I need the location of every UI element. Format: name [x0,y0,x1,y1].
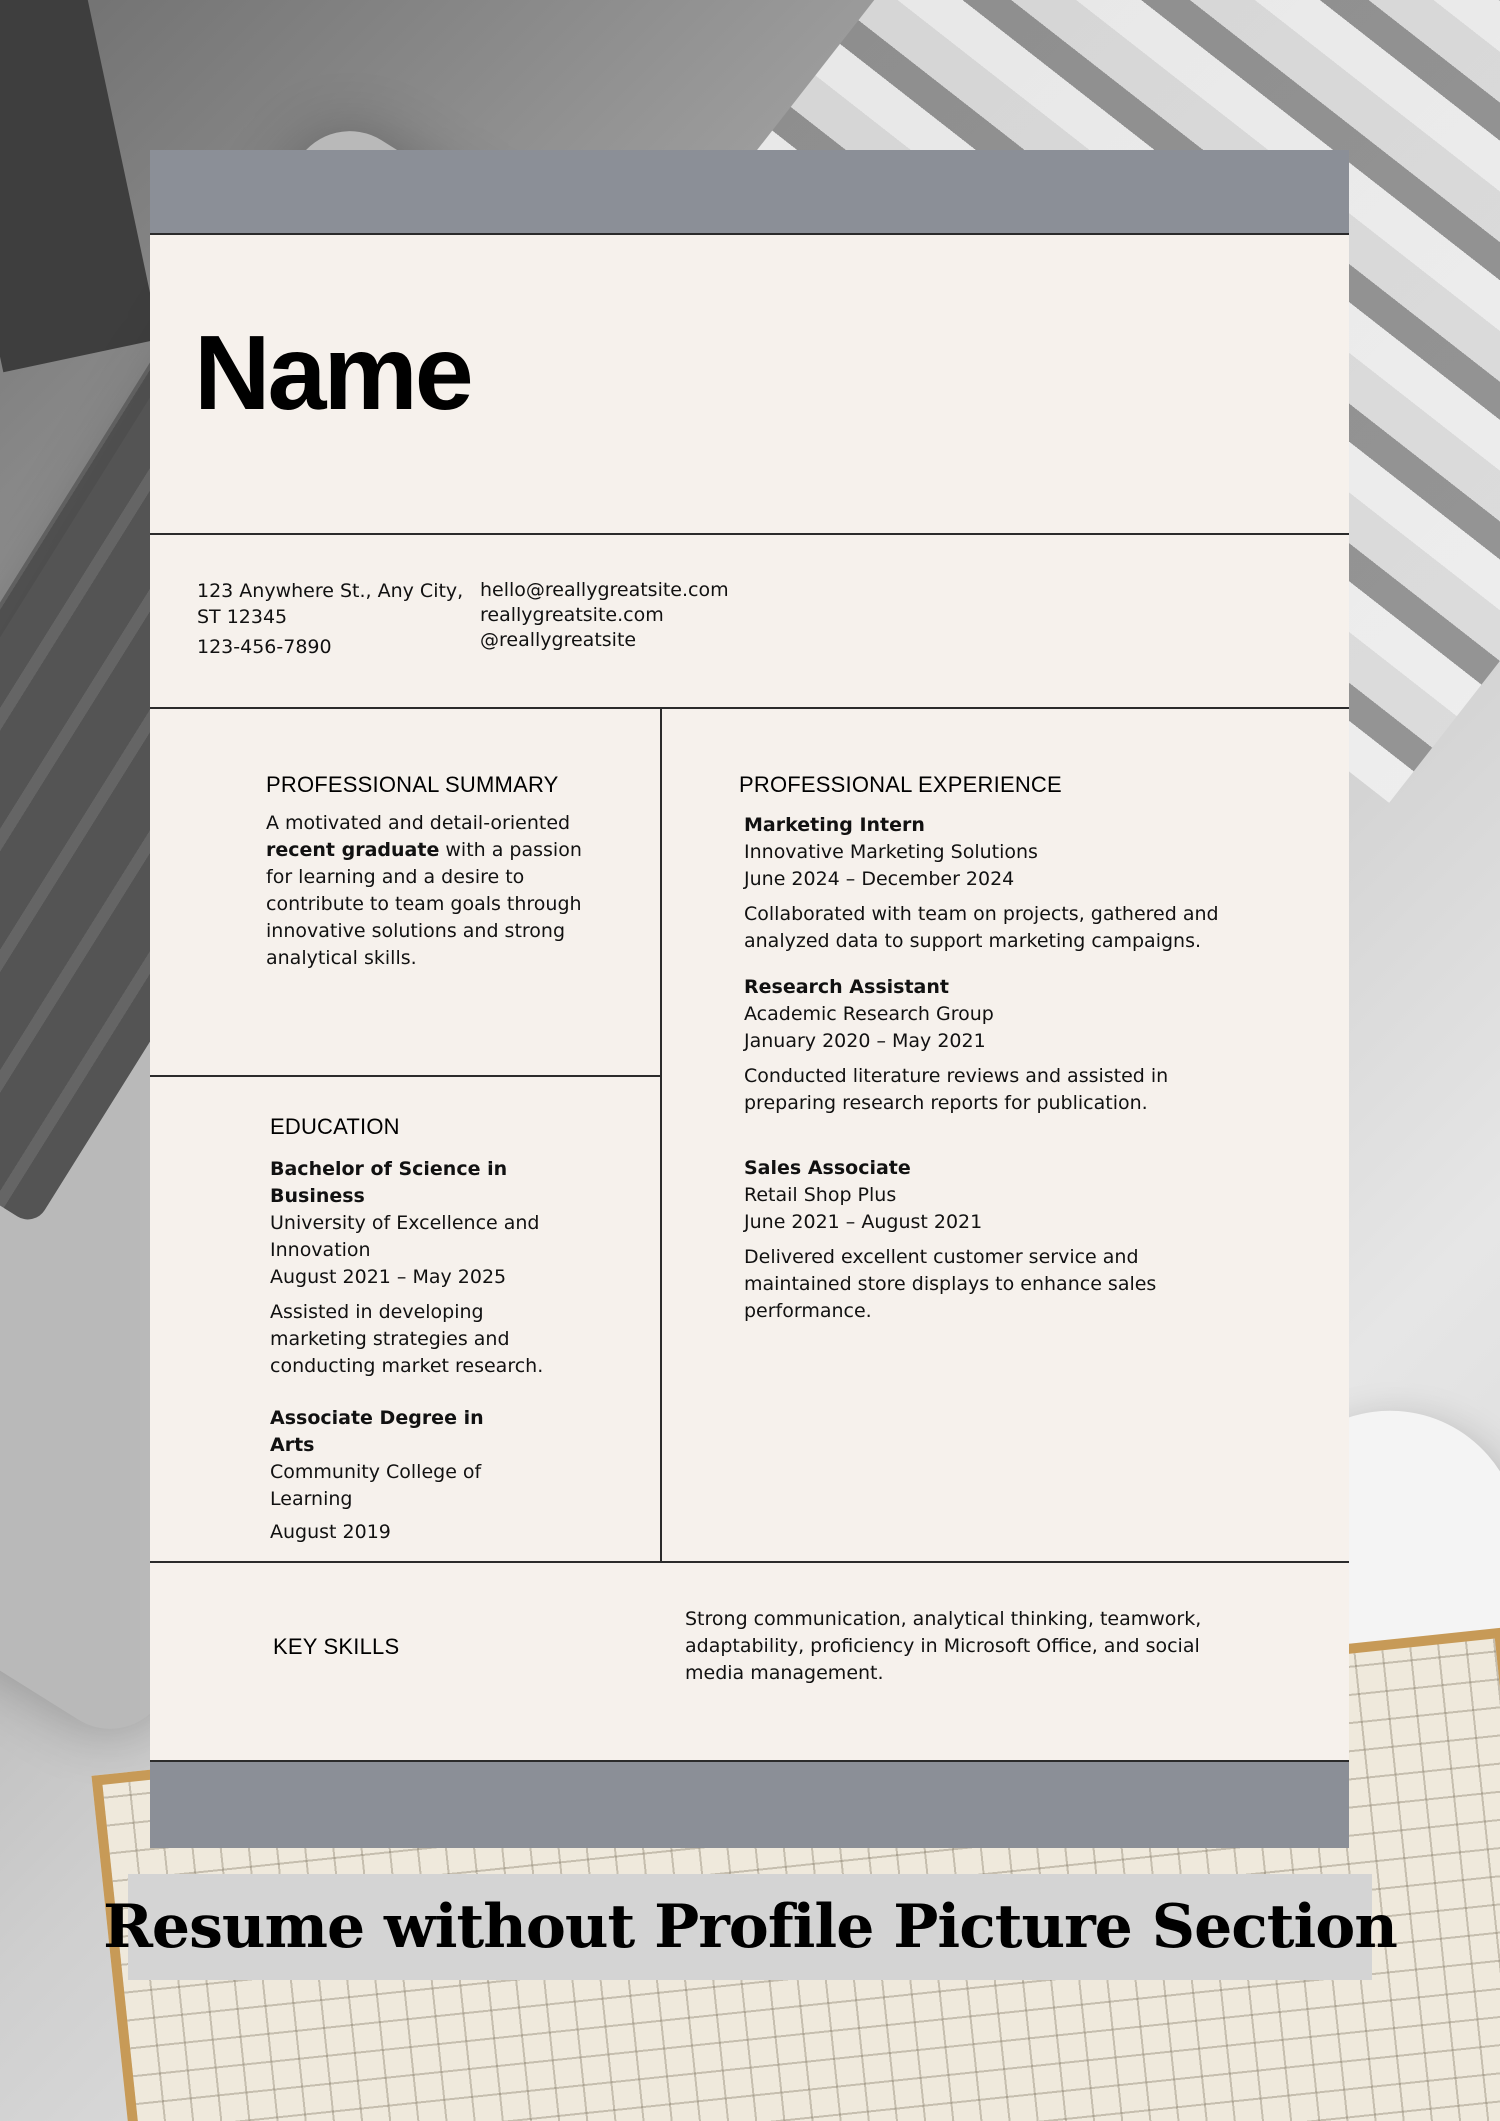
education-description: Assisted in developing marketing strategies and conducting market research. [270,1301,544,1377]
job-dates: June 2024 – December 2024 [744,868,1015,890]
education-degree: Associate Degree in Arts [270,1407,484,1456]
experience-item [744,1155,1244,1325]
contact-online-block [480,578,729,653]
top-band [150,150,1349,235]
experience-item [744,812,1244,955]
caption-text: Resume without Profile Picture Section [103,1892,1397,1962]
address-line2: ST 12345 [197,606,288,628]
bottom-band [150,1760,1349,1848]
divider-name [150,533,1349,535]
summary-heading: PROFESSIONAL SUMMARY [266,772,559,797]
email[interactable]: hello@reallygreatsite.com [480,579,729,601]
education-dates: August 2021 – May 2025 [270,1266,507,1288]
skills-heading: KEY SKILLS [273,1634,400,1659]
resume-sheet [150,150,1349,1846]
summary-text: A motivated and detail-oriented recent graduate with a passion for learning and a desire to contribute to team goals through innovative solutions and strong analytical skills. [266,812,582,969]
social-handle[interactable]: @reallygreatsite [480,629,637,651]
job-dates: January 2020 – May 2021 [744,1030,986,1052]
divider-summary [150,1075,661,1077]
phone: 123-456-7890 [197,636,332,658]
address-line1: 123 Anywhere St., Any City, [197,580,464,602]
column-divider [660,707,662,1562]
job-title: Research Assistant [744,976,949,998]
job-description: Collaborated with team on projects, gathered and analyzed data to support marketing campaigns. [744,903,1219,952]
website[interactable]: reallygreatsite.com [480,604,664,626]
job-company: Retail Shop Plus [744,1184,897,1206]
education-item [270,1156,580,1380]
job-title: Sales Associate [744,1157,911,1179]
job-company: Innovative Marketing Solutions [744,841,1038,863]
education-dates: August 2019 [270,1521,391,1543]
experience-item [744,974,1244,1117]
divider-contact [150,707,1349,709]
job-dates: June 2021 – August 2021 [744,1211,983,1233]
job-company: Academic Research Group [744,1003,994,1025]
divider-skills [150,1561,1349,1563]
job-description: Conducted literature reviews and assisted in preparing research reports for publication. [744,1065,1169,1114]
resume-name: Name [194,314,471,432]
education-school: University of Excellence and Innovation [270,1212,540,1261]
job-description: Delivered excellent customer service and maintained store displays to enhance sales performance. [744,1246,1157,1322]
education-degree: Bachelor of Science in Business [270,1158,508,1207]
caption-banner [103,1874,1397,1980]
contact-address-block [197,578,463,660]
job-title: Marketing Intern [744,814,925,836]
laptop-screen-shape [0,0,160,372]
skills-text: Strong communication, analytical thinking, teamwork, adaptability, proficiency in Microsoft Office, and social media management. [685,1608,1202,1684]
education-item [270,1405,520,1546]
education-heading: EDUCATION [270,1114,400,1139]
experience-heading: PROFESSIONAL EXPERIENCE [739,772,1062,797]
education-school: Community College of Learning [270,1461,482,1510]
